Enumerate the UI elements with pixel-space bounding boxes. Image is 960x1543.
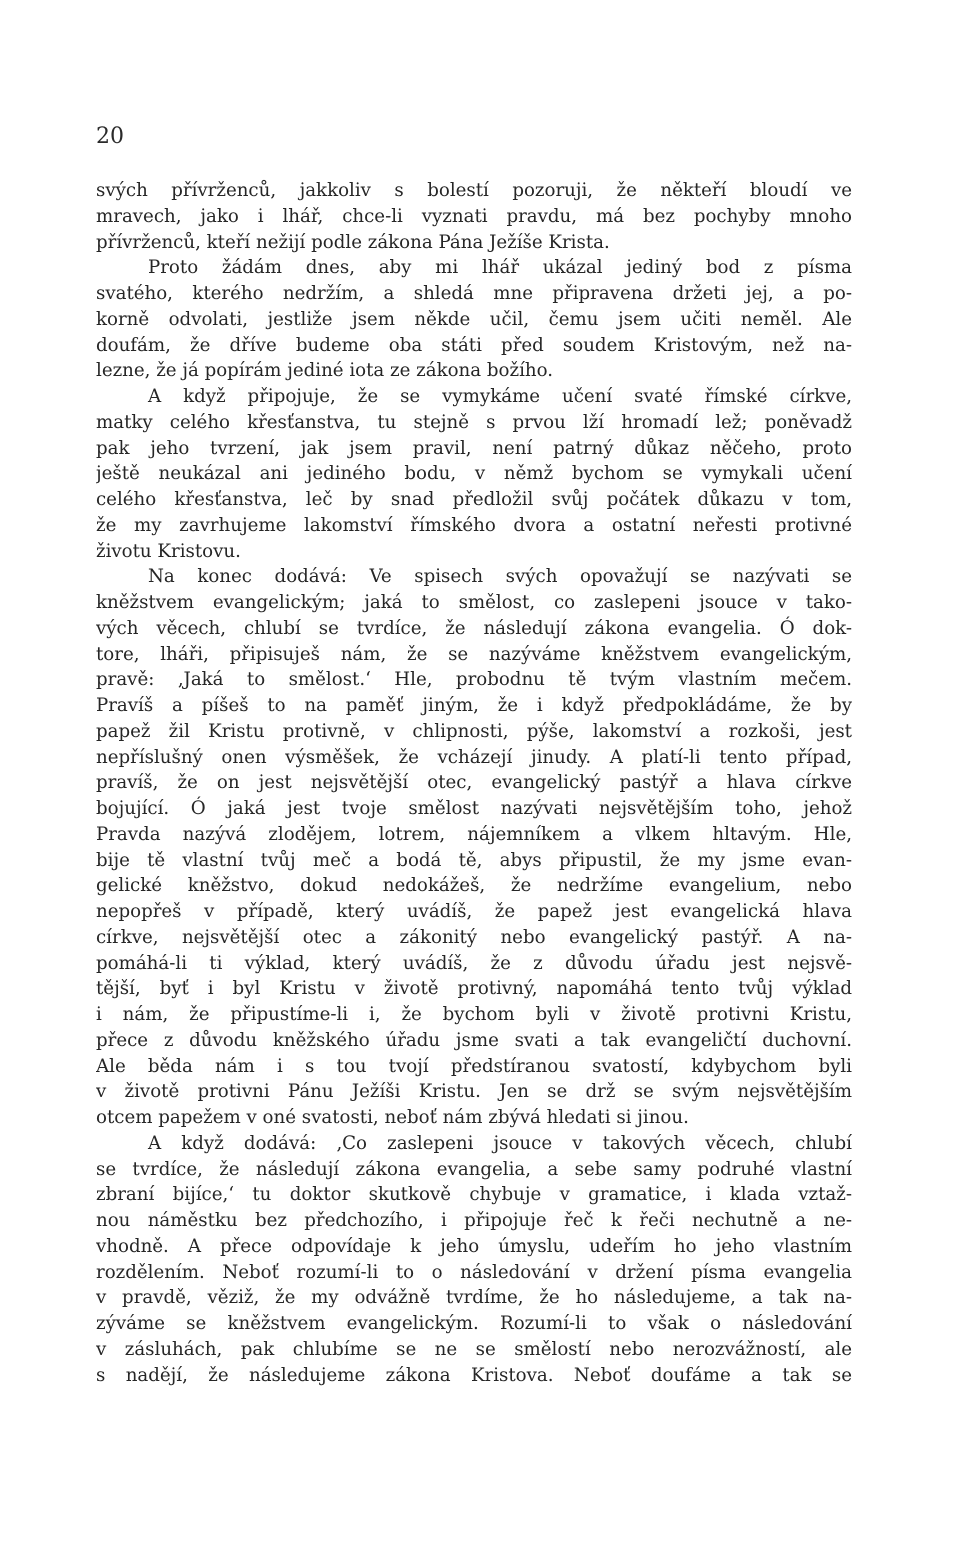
text-line: otcem papežem v oné svatosti, neboť nám zbývá hledati si jinou. bbox=[96, 1107, 689, 1128]
text-line: doufám, že dříve budeme oba státi před soudem Kristovým, než na- bbox=[96, 334, 852, 356]
text-line: Pravda nazývá zlodějem, lotrem, nájemníkem a vlkem hltavým. Hle, bbox=[96, 823, 852, 845]
text-line: Ale běda nám i s tou tvojí předstíranou svatostí, kdybychom byli bbox=[96, 1055, 852, 1077]
text-line: zbraní bijíce,‘ tu doktor skutkově chybuje v gramatice, i klada vztaž- bbox=[96, 1184, 852, 1206]
text-line: tější, byť i byl Kristu v životě protivný, napomáhá tento tvůj výklad bbox=[96, 978, 852, 1000]
text-line: ještě neukázal ani jediného bodu, v němž bychom se vymykali učení bbox=[96, 463, 852, 485]
text-line: Na konec dodává: Ve spisech svých opovažují se nazývati se bbox=[148, 566, 852, 588]
text-line: lezne, že já popírám jediné iota ze zákona božího. bbox=[96, 360, 554, 382]
text-line: Proto žádám dnes, aby mi lhář ukázal jediný bod z písma bbox=[148, 257, 852, 279]
text-line: životu Kristovu. bbox=[96, 540, 241, 562]
text-line: bojující. Ó jaká jest tvoje smělost nazývati nejsvětějším toho, jehož bbox=[96, 798, 852, 819]
text-line: nepopřeš v případě, který uvádíš, že papež jest evangelická hlava bbox=[96, 901, 852, 922]
text-line: A když dodává: ‚Co zaslepeni jsouce v takových věcech, chlubí bbox=[148, 1132, 852, 1154]
text-line: přece z důvodu kněžského úřadu jsme svati a tak evangeličtí duchovní. bbox=[96, 1029, 852, 1051]
text-line: A když připojuje, že se vymykáme učení svaté římské církve, bbox=[148, 386, 852, 407]
text-line: svatého, kterého nedržím, a shledá mne připravena držeti jej, a po- bbox=[96, 283, 852, 304]
text-line: tore, lháři, připisuješ nám, že se nazýváme kněžstvem evangelickým, bbox=[96, 643, 852, 665]
body-text bbox=[96, 178, 852, 1388]
text-line: mravech, jako i lhář, chce-li vyznati pravdu, má bez pochyby mnoho bbox=[96, 205, 852, 227]
text-line: matky celého křesťanstva, tu stejně s prvou lží hromadí lež; poněvadž bbox=[96, 411, 852, 433]
text-line: pravíš, že on jest nejsvětější otec, evangelický pastýř a hlava církve bbox=[96, 772, 852, 794]
text-line: celého křesťanstva, leč by snad předložil svůj počátek důkazu v tom, bbox=[96, 489, 852, 510]
text-line: pravě: ‚Jaká to smělost.‘ Hle, probodnu tě tvým vlastním mečem. bbox=[96, 669, 852, 691]
page-number: 20 bbox=[96, 124, 124, 149]
text-line: s nadějí, že následujeme zákona Kristova. Neboť doufáme a tak se bbox=[96, 1364, 852, 1386]
text-line: pak jeho tvrzení, jak jsem pravil, není patrný důkaz něčeho, proto bbox=[96, 437, 852, 459]
text-line: vých věcech, chlubí se tvrdíce, že následují zákona evangelia. Ó dok- bbox=[96, 617, 852, 639]
text-line: přívrženců, kteří nežijí podle zákona Pána Ježíše Krista. bbox=[96, 231, 610, 253]
text-line: papež žil Kristu protivně, v chlipnosti, pýše, lakomství a rozkoši, jest bbox=[96, 720, 852, 742]
text-line: pomáhá-li ti výklad, který uvádíš, že z důvodu úřadu jest nejsvě- bbox=[96, 952, 852, 974]
text-line: církve, nejsvětější otec a zákonitý nebo evangelický pastýř. A na- bbox=[96, 926, 852, 948]
text-line: že my zavrhujeme lakomství římského dvora a ostatní neřesti protivné bbox=[96, 514, 852, 536]
text-line: nou náměstku bez předchozího, i připojuje řeč k řeči nechutně a ne- bbox=[96, 1210, 852, 1231]
text-line: kněžstvem evangelickým; jaká to smělost, co zaslepeni jsouce v tako- bbox=[96, 592, 852, 613]
text-line: Pravíš a píšeš to na paměť jiným, že i když předpokládáme, že by bbox=[96, 695, 852, 716]
text-line: nepříslušný onen výsměšek, že vcházejí jinudy. A platí-li tento případ, bbox=[96, 746, 852, 768]
text-line: v zásluhách, pak chlubíme se ne se smělostí nebo nerozvážností, ale bbox=[96, 1338, 852, 1360]
text-line: zýváme se kněžstvem evangelickým. Rozumí-li to však o následování bbox=[96, 1313, 852, 1334]
text-line: se tvrdíce, že následují zákona evangelia, a sebe samy podruhé vlastní bbox=[96, 1158, 852, 1180]
text-line: vhodně. A přece odpovídaje k jeho úmyslu, udeřím ho jeho vlastním bbox=[96, 1235, 852, 1257]
text-line: rozdělením. Neboť rozumí-li to o následování v držení písma evangelia bbox=[96, 1261, 852, 1283]
text-line: korně odvolati, jestliže jsem někde učil, čemu jsem učiti neměl. Ale bbox=[96, 308, 852, 330]
text-line: svých přívrženců, jakkoliv s bolestí pozoruji, že někteří bloudí ve bbox=[96, 180, 852, 201]
text-line: gelické kněžstvo, dokud nedokážeš, že nedržíme evangelium, nebo bbox=[96, 875, 852, 897]
text-line: bije tě vlastní tvůj meč a bodá tě, abys připustil, že my jsme evan- bbox=[96, 849, 852, 871]
text-line: v životě protivni Pánu Ježíši Kristu. Jen se drž se svým nejsvětějším bbox=[96, 1081, 852, 1103]
text-line: v pravdě, věziž, že my odvážně tvrdíme, že ho následujeme, a tak na- bbox=[96, 1287, 852, 1309]
text-line: i nám, že připustíme-li i, že bychom byli v životě protivni Kristu, bbox=[96, 1004, 852, 1025]
